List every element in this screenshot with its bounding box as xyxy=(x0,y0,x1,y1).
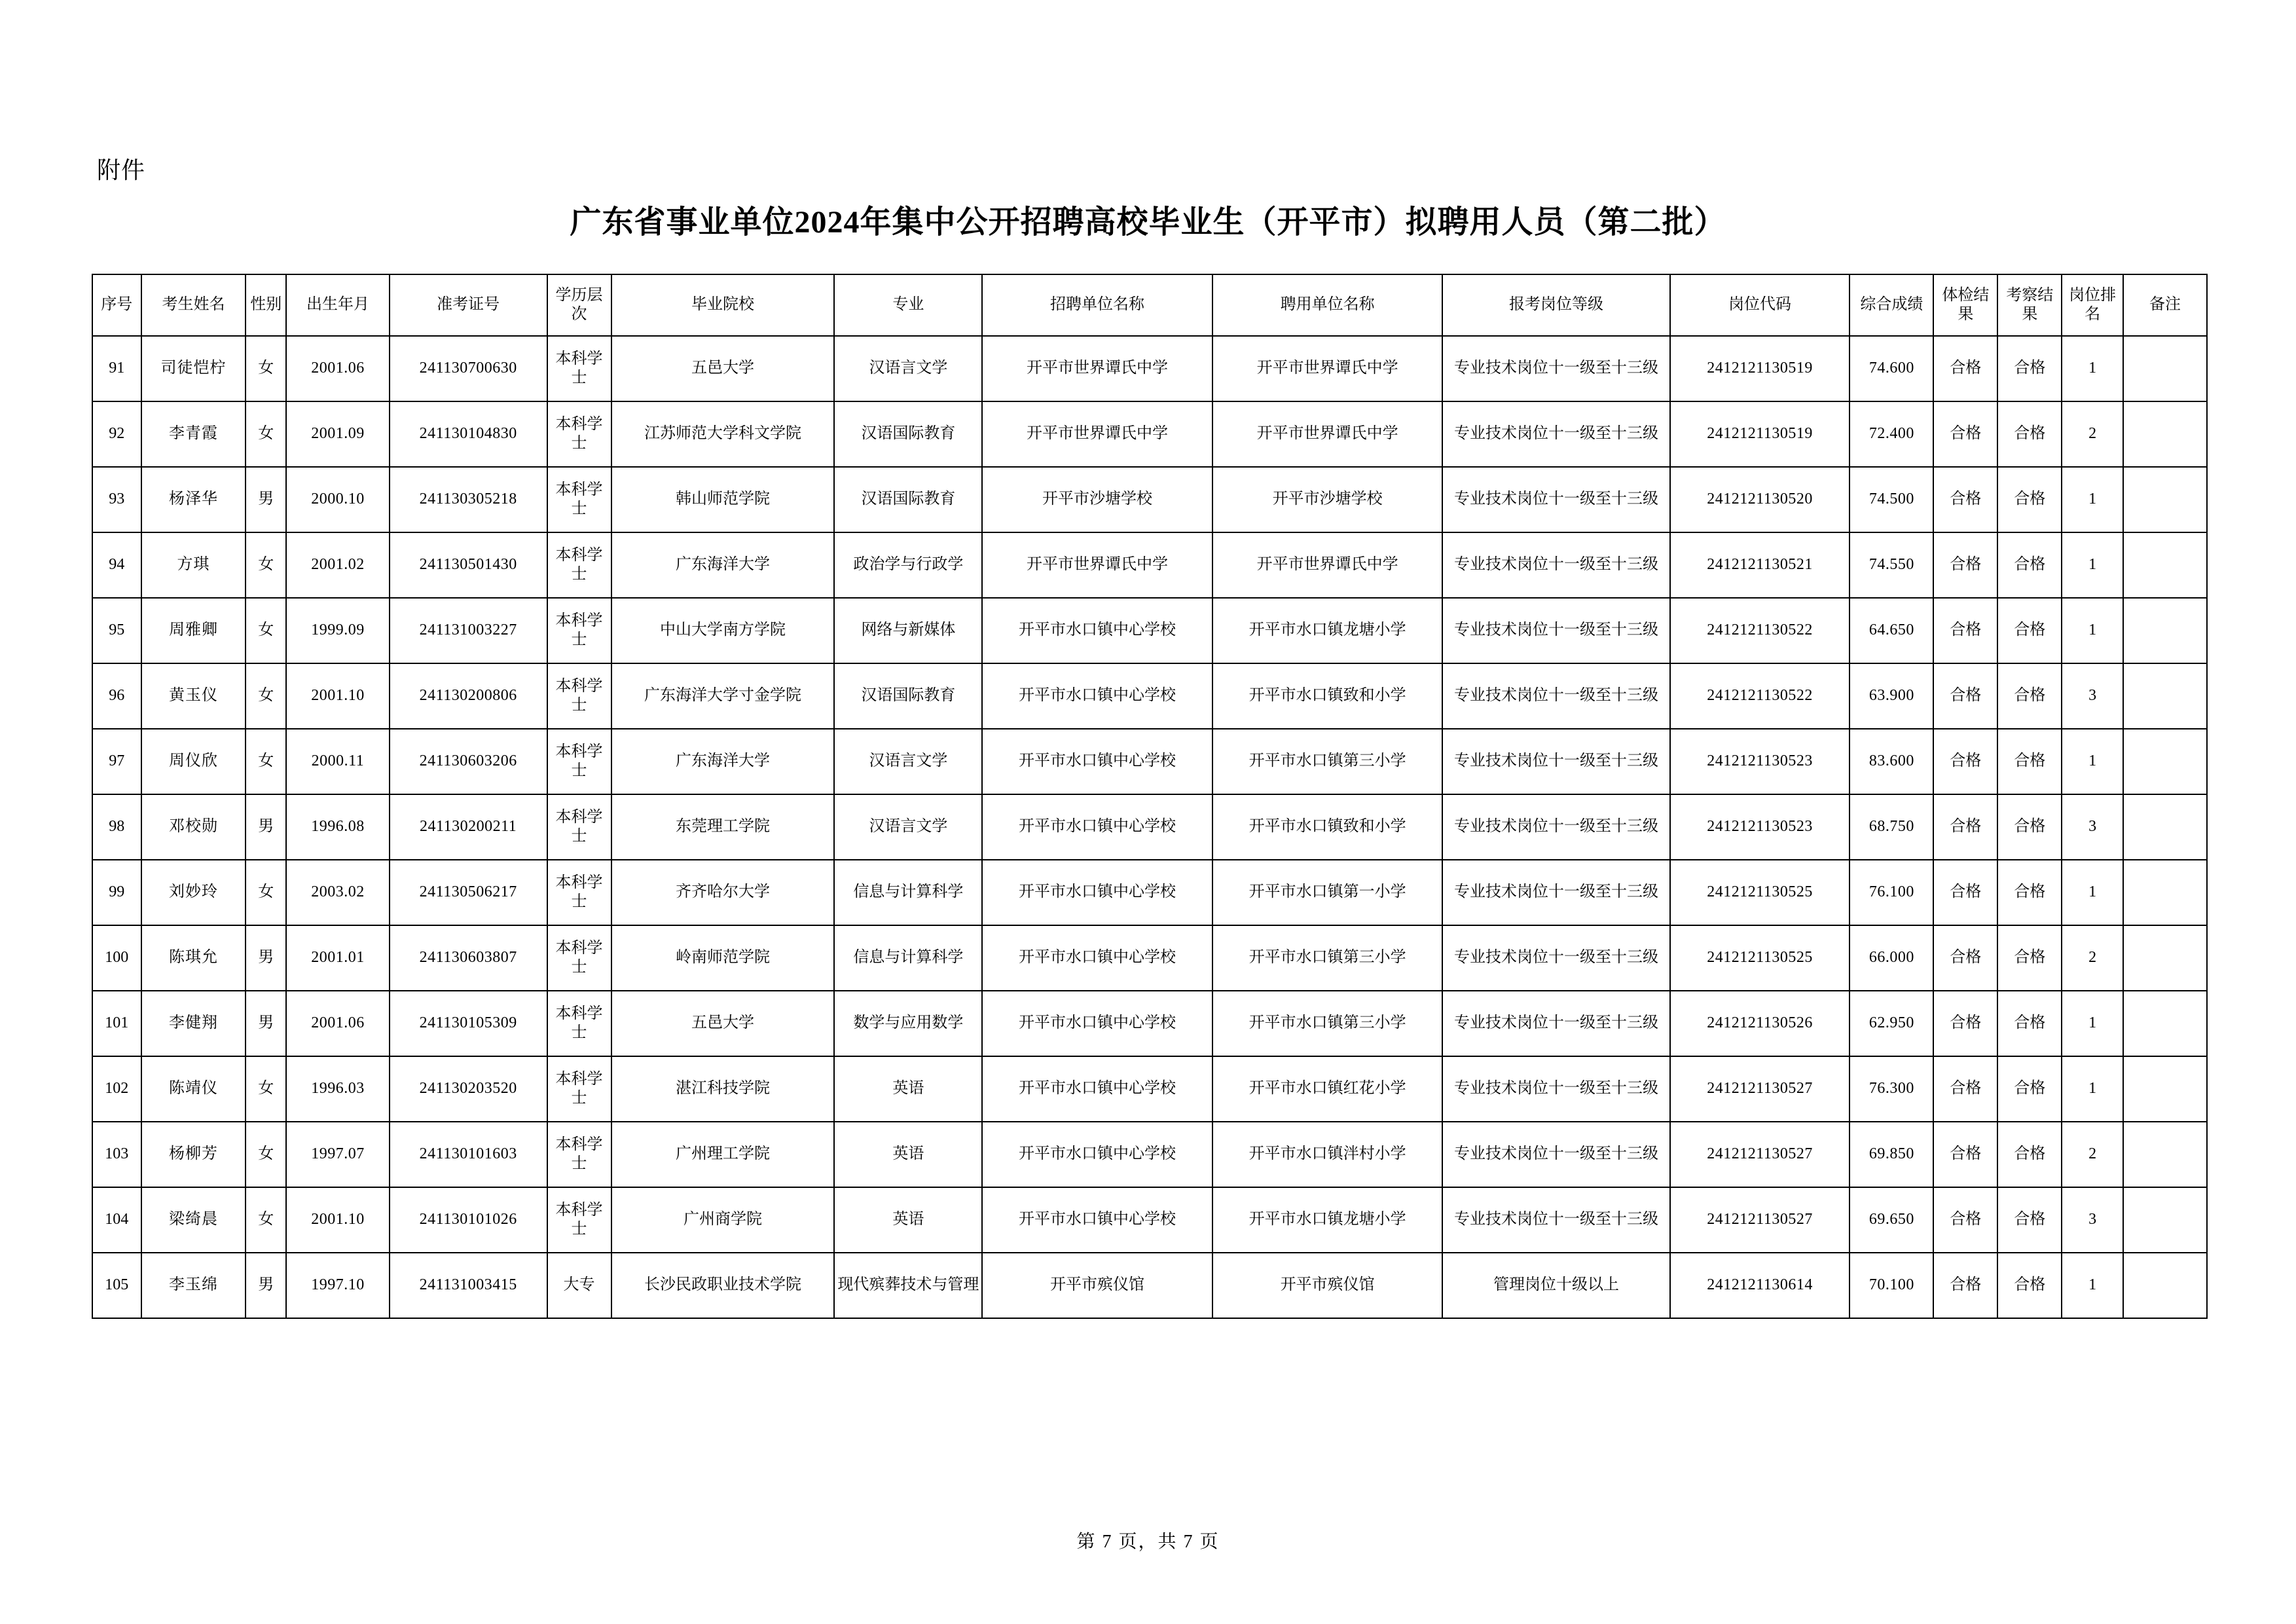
cell-level: 本科学士 xyxy=(547,401,611,467)
cell-physical: 合格 xyxy=(1933,663,1997,729)
table-body xyxy=(92,336,2207,1318)
cell-employ-unit: 开平市水口镇第三小学 xyxy=(1212,729,1443,794)
cell-employ-unit: 开平市水口镇第三小学 xyxy=(1212,991,1443,1056)
cell-employ-unit: 开平市水口镇龙塘小学 xyxy=(1212,1187,1443,1253)
cell-birth: 2001.06 xyxy=(286,991,390,1056)
cell-school: 广东海洋大学寸金学院 xyxy=(611,663,835,729)
cell-physical: 合格 xyxy=(1933,1122,1997,1187)
hire-list-table-container xyxy=(92,274,2208,1319)
cell-remark xyxy=(2123,336,2207,401)
cell-post-level: 管理岗位十级以上 xyxy=(1442,1253,1669,1318)
cell-remark xyxy=(2123,663,2207,729)
cell-school: 齐齐哈尔大学 xyxy=(611,860,835,925)
cell-inspection: 合格 xyxy=(1997,991,2062,1056)
cell-recruit-unit: 开平市水口镇中心学校 xyxy=(982,598,1212,663)
cell-name: 邓校勋 xyxy=(141,794,246,860)
cell-birth: 2001.10 xyxy=(286,663,390,729)
cell-name: 杨泽华 xyxy=(141,467,246,532)
cell-post-level: 专业技术岗位十一级至十三级 xyxy=(1442,663,1669,729)
cell-employ-unit: 开平市水口镇第三小学 xyxy=(1212,925,1443,991)
column-header-name: 考生姓名 xyxy=(141,274,246,336)
table-header-row xyxy=(92,274,2207,336)
cell-school: 东莞理工学院 xyxy=(611,794,835,860)
cell-score: 62.950 xyxy=(1850,991,1933,1056)
cell-birth: 2001.09 xyxy=(286,401,390,467)
cell-rank: 3 xyxy=(2062,1187,2123,1253)
cell-sex: 男 xyxy=(246,1253,286,1318)
cell-recruit-unit: 开平市世界谭氏中学 xyxy=(982,336,1212,401)
cell-post-level: 专业技术岗位十一级至十三级 xyxy=(1442,1056,1669,1122)
column-header-remark: 备注 xyxy=(2123,274,2207,336)
cell-inspection: 合格 xyxy=(1997,663,2062,729)
cell-post-level: 专业技术岗位十一级至十三级 xyxy=(1442,1187,1669,1253)
cell-ticket: 241130101603 xyxy=(390,1122,547,1187)
cell-sex: 女 xyxy=(246,532,286,598)
cell-score: 70.100 xyxy=(1850,1253,1933,1318)
page-title: 广东省事业单位2024年集中公开招聘高校毕业生（开平市）拟聘用人员（第二批） xyxy=(570,205,1726,240)
cell-rank: 1 xyxy=(2062,336,2123,401)
cell-major: 汉语言文学 xyxy=(834,729,982,794)
cell-physical: 合格 xyxy=(1933,1187,1997,1253)
cell-name: 梁绮晨 xyxy=(141,1187,246,1253)
cell-ticket: 241130501430 xyxy=(390,532,547,598)
cell-major: 汉语国际教育 xyxy=(834,467,982,532)
cell-recruit-unit: 开平市水口镇中心学校 xyxy=(982,1122,1212,1187)
cell-score: 76.100 xyxy=(1850,860,1933,925)
cell-ticket: 241130603206 xyxy=(390,729,547,794)
cell-score: 72.400 xyxy=(1850,401,1933,467)
cell-post-code: 2412121130527 xyxy=(1670,1056,1850,1122)
table-row xyxy=(92,925,2207,991)
cell-level: 大专 xyxy=(547,1253,611,1318)
cell-school: 中山大学南方学院 xyxy=(611,598,835,663)
cell-school: 广州理工学院 xyxy=(611,1122,835,1187)
cell-inspection: 合格 xyxy=(1997,401,2062,467)
cell-employ-unit: 开平市水口镇致和小学 xyxy=(1212,794,1443,860)
cell-post-code: 2412121130520 xyxy=(1670,467,1850,532)
cell-inspection: 合格 xyxy=(1997,925,2062,991)
cell-recruit-unit: 开平市水口镇中心学校 xyxy=(982,925,1212,991)
cell-score: 69.850 xyxy=(1850,1122,1933,1187)
cell-post-code: 2412121130525 xyxy=(1670,925,1850,991)
cell-major: 数学与应用数学 xyxy=(834,991,982,1056)
column-header-post-level: 报考岗位等级 xyxy=(1442,274,1669,336)
cell-employ-unit: 开平市殡仪馆 xyxy=(1212,1253,1443,1318)
cell-major: 网络与新媒体 xyxy=(834,598,982,663)
cell-physical: 合格 xyxy=(1933,991,1997,1056)
cell-inspection: 合格 xyxy=(1997,336,2062,401)
cell-seq: 93 xyxy=(92,467,141,532)
cell-school: 湛江科技学院 xyxy=(611,1056,835,1122)
cell-score: 68.750 xyxy=(1850,794,1933,860)
cell-seq: 97 xyxy=(92,729,141,794)
cell-remark xyxy=(2123,925,2207,991)
cell-post-code: 2412121130523 xyxy=(1670,794,1850,860)
cell-rank: 3 xyxy=(2062,794,2123,860)
cell-ticket: 241130200806 xyxy=(390,663,547,729)
table-row xyxy=(92,1253,2207,1318)
cell-school: 广东海洋大学 xyxy=(611,729,835,794)
cell-employ-unit: 开平市世界谭氏中学 xyxy=(1212,401,1443,467)
cell-ticket: 241130104830 xyxy=(390,401,547,467)
cell-post-level: 专业技术岗位十一级至十三级 xyxy=(1442,925,1669,991)
cell-level: 本科学士 xyxy=(547,598,611,663)
cell-major: 信息与计算科学 xyxy=(834,860,982,925)
cell-employ-unit: 开平市水口镇第一小学 xyxy=(1212,860,1443,925)
cell-remark xyxy=(2123,860,2207,925)
cell-birth: 2001.10 xyxy=(286,1187,390,1253)
cell-birth: 2001.06 xyxy=(286,336,390,401)
cell-remark xyxy=(2123,1056,2207,1122)
cell-major: 政治学与行政学 xyxy=(834,532,982,598)
cell-remark xyxy=(2123,401,2207,467)
cell-post-code: 2412121130522 xyxy=(1670,598,1850,663)
column-header-rank: 岗位排名 xyxy=(2062,274,2123,336)
cell-employ-unit: 开平市世界谭氏中学 xyxy=(1212,532,1443,598)
cell-sex: 女 xyxy=(246,598,286,663)
cell-ticket: 241131003227 xyxy=(390,598,547,663)
cell-sex: 女 xyxy=(246,860,286,925)
cell-birth: 2003.02 xyxy=(286,860,390,925)
cell-sex: 女 xyxy=(246,663,286,729)
cell-name: 司徒恺柠 xyxy=(141,336,246,401)
cell-physical: 合格 xyxy=(1933,532,1997,598)
cell-seq: 104 xyxy=(92,1187,141,1253)
cell-ticket: 241130305218 xyxy=(390,467,547,532)
cell-major: 汉语国际教育 xyxy=(834,401,982,467)
cell-birth: 2001.01 xyxy=(286,925,390,991)
cell-post-code: 2412121130521 xyxy=(1670,532,1850,598)
cell-seq: 98 xyxy=(92,794,141,860)
cell-rank: 1 xyxy=(2062,1056,2123,1122)
table-row xyxy=(92,860,2207,925)
cell-recruit-unit: 开平市水口镇中心学校 xyxy=(982,794,1212,860)
cell-birth: 1996.03 xyxy=(286,1056,390,1122)
cell-rank: 1 xyxy=(2062,1253,2123,1318)
cell-ticket: 241131003415 xyxy=(390,1253,547,1318)
cell-birth: 1996.08 xyxy=(286,794,390,860)
cell-physical: 合格 xyxy=(1933,467,1997,532)
cell-rank: 1 xyxy=(2062,991,2123,1056)
cell-score: 63.900 xyxy=(1850,663,1933,729)
column-header-sex: 性别 xyxy=(246,274,286,336)
cell-seq: 100 xyxy=(92,925,141,991)
cell-birth: 1997.07 xyxy=(286,1122,390,1187)
cell-rank: 1 xyxy=(2062,729,2123,794)
cell-sex: 女 xyxy=(246,336,286,401)
cell-level: 本科学士 xyxy=(547,925,611,991)
cell-rank: 3 xyxy=(2062,663,2123,729)
cell-post-code: 2412121130614 xyxy=(1670,1253,1850,1318)
table-row xyxy=(92,336,2207,401)
column-header-score: 综合成绩 xyxy=(1850,274,1933,336)
cell-inspection: 合格 xyxy=(1997,598,2062,663)
cell-name: 方琪 xyxy=(141,532,246,598)
cell-major: 汉语国际教育 xyxy=(834,663,982,729)
cell-rank: 1 xyxy=(2062,467,2123,532)
cell-post-code: 2412121130519 xyxy=(1670,401,1850,467)
cell-school: 江苏师范大学科文学院 xyxy=(611,401,835,467)
cell-level: 本科学士 xyxy=(547,794,611,860)
cell-score: 74.600 xyxy=(1850,336,1933,401)
cell-level: 本科学士 xyxy=(547,336,611,401)
cell-major: 英语 xyxy=(834,1122,982,1187)
cell-ticket: 241130700630 xyxy=(390,336,547,401)
cell-recruit-unit: 开平市水口镇中心学校 xyxy=(982,663,1212,729)
table-row xyxy=(92,467,2207,532)
table-row xyxy=(92,663,2207,729)
hire-list-table xyxy=(92,274,2208,1319)
cell-seq: 94 xyxy=(92,532,141,598)
cell-inspection: 合格 xyxy=(1997,1056,2062,1122)
column-header-employ-unit: 聘用单位名称 xyxy=(1212,274,1443,336)
cell-level: 本科学士 xyxy=(547,991,611,1056)
cell-ticket: 241130200211 xyxy=(390,794,547,860)
cell-name: 杨柳芳 xyxy=(141,1122,246,1187)
cell-score: 76.300 xyxy=(1850,1056,1933,1122)
column-header-post-code: 岗位代码 xyxy=(1670,274,1850,336)
attachment-label: 附件 xyxy=(97,157,146,183)
cell-remark xyxy=(2123,598,2207,663)
cell-seq: 96 xyxy=(92,663,141,729)
cell-post-level: 专业技术岗位十一级至十三级 xyxy=(1442,336,1669,401)
cell-name: 周雅卿 xyxy=(141,598,246,663)
cell-name: 李玉绵 xyxy=(141,1253,246,1318)
cell-sex: 女 xyxy=(246,1056,286,1122)
cell-major: 英语 xyxy=(834,1187,982,1253)
cell-physical: 合格 xyxy=(1933,794,1997,860)
cell-level: 本科学士 xyxy=(547,663,611,729)
cell-ticket: 241130506217 xyxy=(390,860,547,925)
cell-post-code: 2412121130525 xyxy=(1670,860,1850,925)
cell-employ-unit: 开平市水口镇红花小学 xyxy=(1212,1056,1443,1122)
cell-school: 五邑大学 xyxy=(611,991,835,1056)
cell-post-level: 专业技术岗位十一级至十三级 xyxy=(1442,467,1669,532)
cell-physical: 合格 xyxy=(1933,1056,1997,1122)
cell-employ-unit: 开平市水口镇泮村小学 xyxy=(1212,1122,1443,1187)
cell-recruit-unit: 开平市水口镇中心学校 xyxy=(982,860,1212,925)
cell-physical: 合格 xyxy=(1933,401,1997,467)
cell-remark xyxy=(2123,467,2207,532)
column-header-seq: 序号 xyxy=(92,274,141,336)
cell-sex: 女 xyxy=(246,401,286,467)
cell-birth: 1999.09 xyxy=(286,598,390,663)
cell-recruit-unit: 开平市世界谭氏中学 xyxy=(982,532,1212,598)
cell-score: 83.600 xyxy=(1850,729,1933,794)
cell-school: 岭南师范学院 xyxy=(611,925,835,991)
cell-inspection: 合格 xyxy=(1997,794,2062,860)
cell-post-level: 专业技术岗位十一级至十三级 xyxy=(1442,1122,1669,1187)
cell-remark xyxy=(2123,794,2207,860)
cell-sex: 女 xyxy=(246,729,286,794)
cell-physical: 合格 xyxy=(1933,1253,1997,1318)
cell-inspection: 合格 xyxy=(1997,1122,2062,1187)
table-row xyxy=(92,1122,2207,1187)
cell-inspection: 合格 xyxy=(1997,1253,2062,1318)
cell-level: 本科学士 xyxy=(547,1122,611,1187)
cell-rank: 1 xyxy=(2062,598,2123,663)
cell-employ-unit: 开平市水口镇龙塘小学 xyxy=(1212,598,1443,663)
cell-ticket: 241130101026 xyxy=(390,1187,547,1253)
cell-inspection: 合格 xyxy=(1997,1187,2062,1253)
cell-major: 信息与计算科学 xyxy=(834,925,982,991)
cell-ticket: 241130203520 xyxy=(390,1056,547,1122)
cell-employ-unit: 开平市世界谭氏中学 xyxy=(1212,336,1443,401)
cell-remark xyxy=(2123,532,2207,598)
cell-recruit-unit: 开平市殡仪馆 xyxy=(982,1253,1212,1318)
cell-post-level: 专业技术岗位十一级至十三级 xyxy=(1442,401,1669,467)
cell-employ-unit: 开平市水口镇致和小学 xyxy=(1212,663,1443,729)
cell-school: 长沙民政职业技术学院 xyxy=(611,1253,835,1318)
cell-recruit-unit: 开平市沙塘学校 xyxy=(982,467,1212,532)
cell-remark xyxy=(2123,1187,2207,1253)
column-header-school: 毕业院校 xyxy=(611,274,835,336)
cell-inspection: 合格 xyxy=(1997,860,2062,925)
cell-name: 陈靖仪 xyxy=(141,1056,246,1122)
column-header-inspection: 考察结果 xyxy=(1997,274,2062,336)
table-row xyxy=(92,401,2207,467)
cell-inspection: 合格 xyxy=(1997,467,2062,532)
table-row xyxy=(92,532,2207,598)
cell-score: 64.650 xyxy=(1850,598,1933,663)
cell-level: 本科学士 xyxy=(547,467,611,532)
cell-level: 本科学士 xyxy=(547,860,611,925)
cell-name: 刘妙玲 xyxy=(141,860,246,925)
column-header-birth: 出生年月 xyxy=(286,274,390,336)
cell-rank: 2 xyxy=(2062,1122,2123,1187)
page-footer: 第 7 页，共 7 页 xyxy=(1076,1532,1220,1552)
cell-name: 陈琪允 xyxy=(141,925,246,991)
column-header-recruit-unit: 招聘单位名称 xyxy=(982,274,1212,336)
cell-remark xyxy=(2123,1122,2207,1187)
cell-recruit-unit: 开平市水口镇中心学校 xyxy=(982,1056,1212,1122)
cell-major: 汉语言文学 xyxy=(834,336,982,401)
table-row xyxy=(92,729,2207,794)
cell-sex: 男 xyxy=(246,991,286,1056)
table-row xyxy=(92,598,2207,663)
cell-score: 66.000 xyxy=(1850,925,1933,991)
cell-name: 周仪欣 xyxy=(141,729,246,794)
cell-sex: 男 xyxy=(246,925,286,991)
cell-birth: 1997.10 xyxy=(286,1253,390,1318)
column-header-major: 专业 xyxy=(834,274,982,336)
cell-post-code: 2412121130519 xyxy=(1670,336,1850,401)
cell-birth: 2000.11 xyxy=(286,729,390,794)
cell-birth: 2001.02 xyxy=(286,532,390,598)
cell-major: 现代殡葬技术与管理 xyxy=(834,1253,982,1318)
cell-physical: 合格 xyxy=(1933,729,1997,794)
cell-employ-unit: 开平市沙塘学校 xyxy=(1212,467,1443,532)
cell-post-code: 2412121130522 xyxy=(1670,663,1850,729)
cell-rank: 1 xyxy=(2062,532,2123,598)
cell-post-code: 2412121130527 xyxy=(1670,1187,1850,1253)
cell-seq: 92 xyxy=(92,401,141,467)
cell-school: 韩山师范学院 xyxy=(611,467,835,532)
cell-seq: 95 xyxy=(92,598,141,663)
cell-seq: 99 xyxy=(92,860,141,925)
cell-post-code: 2412121130526 xyxy=(1670,991,1850,1056)
cell-physical: 合格 xyxy=(1933,925,1997,991)
column-header-physical: 体检结果 xyxy=(1933,274,1997,336)
cell-score: 74.500 xyxy=(1850,467,1933,532)
cell-sex: 男 xyxy=(246,467,286,532)
cell-name: 黄玉仪 xyxy=(141,663,246,729)
cell-name: 李青霞 xyxy=(141,401,246,467)
column-header-level: 学历层次 xyxy=(547,274,611,336)
cell-ticket: 241130105309 xyxy=(390,991,547,1056)
table-row xyxy=(92,794,2207,860)
cell-physical: 合格 xyxy=(1933,860,1997,925)
cell-school: 广州商学院 xyxy=(611,1187,835,1253)
cell-recruit-unit: 开平市世界谭氏中学 xyxy=(982,401,1212,467)
cell-recruit-unit: 开平市水口镇中心学校 xyxy=(982,729,1212,794)
cell-name: 李健翔 xyxy=(141,991,246,1056)
cell-sex: 女 xyxy=(246,1122,286,1187)
cell-seq: 102 xyxy=(92,1056,141,1122)
cell-physical: 合格 xyxy=(1933,598,1997,663)
cell-level: 本科学士 xyxy=(547,1056,611,1122)
cell-score: 74.550 xyxy=(1850,532,1933,598)
cell-school: 广东海洋大学 xyxy=(611,532,835,598)
cell-seq: 91 xyxy=(92,336,141,401)
cell-rank: 2 xyxy=(2062,401,2123,467)
cell-school: 五邑大学 xyxy=(611,336,835,401)
table-row xyxy=(92,991,2207,1056)
cell-seq: 103 xyxy=(92,1122,141,1187)
cell-recruit-unit: 开平市水口镇中心学校 xyxy=(982,991,1212,1056)
cell-post-level: 专业技术岗位十一级至十三级 xyxy=(1442,729,1669,794)
cell-ticket: 241130603807 xyxy=(390,925,547,991)
cell-level: 本科学士 xyxy=(547,532,611,598)
cell-seq: 101 xyxy=(92,991,141,1056)
cell-post-level: 专业技术岗位十一级至十三级 xyxy=(1442,598,1669,663)
column-header-ticket: 准考证号 xyxy=(390,274,547,336)
cell-sex: 女 xyxy=(246,1187,286,1253)
table-header xyxy=(92,274,2207,336)
cell-inspection: 合格 xyxy=(1997,532,2062,598)
cell-inspection: 合格 xyxy=(1997,729,2062,794)
cell-post-level: 专业技术岗位十一级至十三级 xyxy=(1442,794,1669,860)
cell-post-code: 2412121130527 xyxy=(1670,1122,1850,1187)
cell-post-level: 专业技术岗位十一级至十三级 xyxy=(1442,532,1669,598)
cell-remark xyxy=(2123,1253,2207,1318)
cell-major: 汉语言文学 xyxy=(834,794,982,860)
table-row xyxy=(92,1187,2207,1253)
cell-level: 本科学士 xyxy=(547,1187,611,1253)
table-row xyxy=(92,1056,2207,1122)
cell-remark xyxy=(2123,729,2207,794)
cell-level: 本科学士 xyxy=(547,729,611,794)
cell-score: 69.650 xyxy=(1850,1187,1933,1253)
cell-birth: 2000.10 xyxy=(286,467,390,532)
cell-physical: 合格 xyxy=(1933,336,1997,401)
cell-post-level: 专业技术岗位十一级至十三级 xyxy=(1442,860,1669,925)
cell-seq: 105 xyxy=(92,1253,141,1318)
cell-major: 英语 xyxy=(834,1056,982,1122)
cell-rank: 2 xyxy=(2062,925,2123,991)
cell-sex: 男 xyxy=(246,794,286,860)
cell-post-code: 2412121130523 xyxy=(1670,729,1850,794)
cell-post-level: 专业技术岗位十一级至十三级 xyxy=(1442,991,1669,1056)
cell-remark xyxy=(2123,991,2207,1056)
cell-rank: 1 xyxy=(2062,860,2123,925)
cell-recruit-unit: 开平市水口镇中心学校 xyxy=(982,1187,1212,1253)
